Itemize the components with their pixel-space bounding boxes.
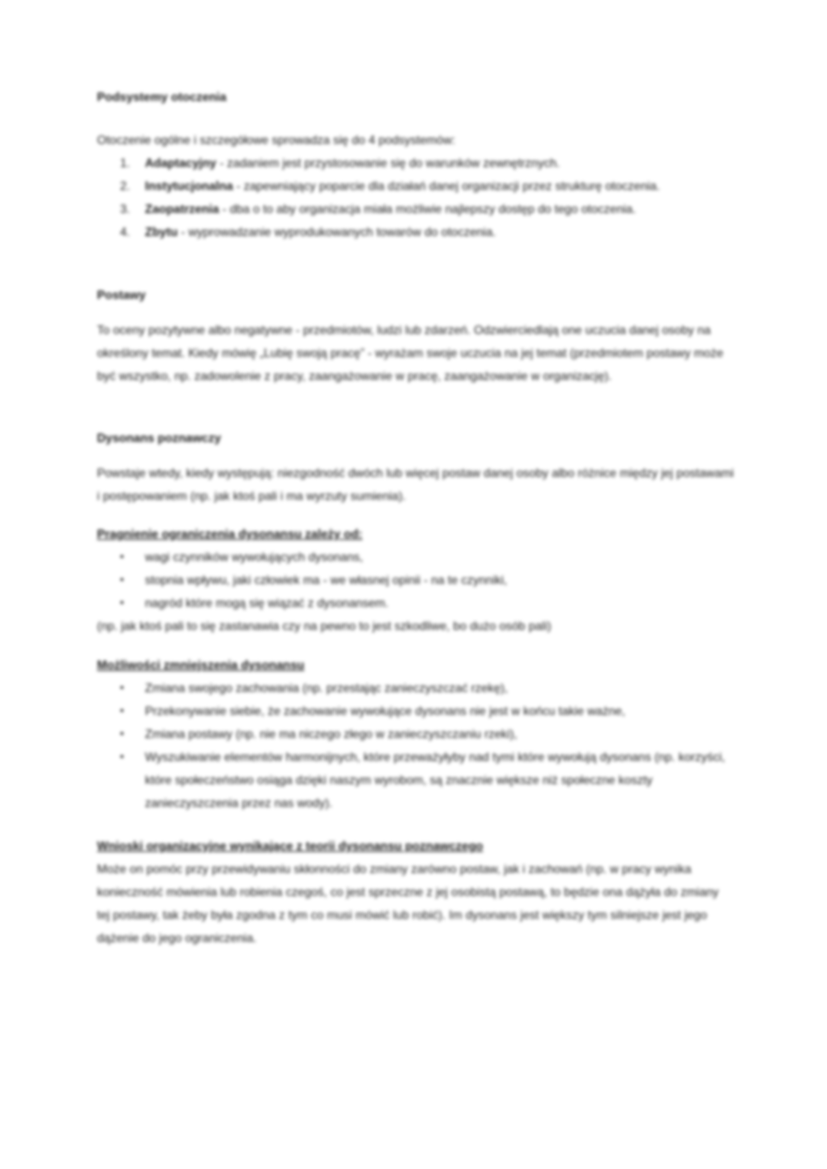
mozliwosci-bullet-list (97, 677, 734, 815)
list-number: 3. (120, 202, 131, 216)
list-text: Zmiana swojego zachowania (np. przestając zanieczyszczać rzekę), (145, 681, 508, 695)
list-text: Przekonywanie siebie, że zachowanie wywołujące dysonans nie jest w końcu takie ważne, (145, 704, 626, 718)
list-item (97, 175, 734, 198)
bullet-marker: • (120, 682, 124, 694)
list-text: Zmiana postawy (np. nie ma niczego złego w zanieczyszczaniu rzeki), (145, 727, 518, 741)
list-number: 4. (120, 225, 131, 239)
list-text: - zapewniający poparcie dla działań danej organizacji przez strukturę otoczenia. (236, 179, 660, 193)
list-item (97, 592, 734, 615)
list-text: stopnia wpływu, jaki człowiek ma - we własnej opinii - na te czynniki, (145, 573, 508, 587)
s1-numbered-list (97, 152, 734, 244)
list-text: - wyprowadzanie wyprodukowanych towarów do otoczenia. (181, 225, 496, 239)
pragnienie-bullet-list (97, 546, 734, 615)
list-number: 2. (120, 179, 131, 193)
list-text: Wyszukiwanie elementów harmonijnych, które przeważyłyby nad tymi które wywołują dysonans (np. korzyści, które społeczeństwo osiąga dzięki naszym wyrobom, są znacznie większe niż społeczne koszty zanieczyszczenia przez nas wody). (145, 750, 726, 810)
document-content (97, 86, 734, 950)
postawy-paragraph: To oceny pozytywne albo negatywne - przedmiotów, ludzi lub zdarzeń. Odzwierciedlają one uczucia danej osoby na określony temat. Kiedy mówię „Lubię swoją pracę” - wyrażam swoje uczucia na jej temat (przedmiotem postawy może być wszystko, np. zadowolenie z pracy, zaangażowanie w pracę, zaangażowanie w organizację). (97, 323, 724, 383)
s1-intro-paragraph: Otoczenie ogólne i szczegółowe sprowadza się do 4 podsystemów: (97, 133, 456, 147)
list-item (97, 700, 734, 723)
list-item (97, 221, 734, 244)
list-item (97, 198, 734, 221)
bullet-marker: • (120, 705, 124, 717)
list-term: Zaopatrzenia (145, 202, 220, 216)
bullet-marker: • (120, 597, 124, 609)
list-item (97, 152, 734, 175)
bullet-marker: • (120, 551, 124, 563)
heading-wnioski-organizacyjne: Wnioski organizacyjne wynikające z teorii dysonansu poznawczego (97, 839, 484, 853)
pragnienie-note: (np. jak ktoś pali to się zastanawia czy na pewno to jest szkodliwe, bo dużo osób pali) (97, 619, 552, 633)
list-text: - dba o to aby organizacja miała możliwie najlepszy dostęp do tego otoczenia. (222, 202, 636, 216)
list-text: wagi czynników wywołujących dysonans, (145, 550, 364, 564)
list-term: Zbytu (145, 225, 178, 239)
bullet-marker: • (120, 751, 124, 763)
list-item (97, 546, 734, 569)
list-text: nagród które mogą się wiązać z dysonansem. (145, 596, 389, 610)
list-term: Instytucjonalna (145, 179, 234, 193)
list-item (97, 677, 734, 700)
list-text: - zadaniem jest przystosowanie się do warunków zewnętrznych. (219, 156, 560, 170)
wnioski-paragraph: Może on pomóc przy przewidywaniu skłonności do zmiany zarówno postaw, jak i zachowań (np. w pracy wynika konieczność mówienia lub robienia czegoś, co jest sprzeczne z jej osobistą postawą, to będzie ona dążyła do zmiany tej postawy, tak żeby była zgodna z tym co musi mówić lub robić). Im dysonans jest większy tym silniejsze jest jego dążenie do jego ograniczenia. (97, 862, 719, 945)
bullet-marker: • (120, 728, 124, 740)
heading-podsystemy-otoczenia: Podsystemy otoczenia (97, 90, 227, 104)
heading-dysonans-poznawczy: Dysonans poznawczy (97, 431, 222, 445)
list-item (97, 569, 734, 592)
list-item (97, 746, 734, 815)
dysonans-paragraph: Powstaje wtedy, kiedy występują: niezgodność dwóch lub więcej postaw danej osoby albo różnice między jej postawami i postępowaniem (np. jak ktoś pali i ma wyrzuty sumienia). (97, 466, 734, 503)
heading-mozliwosci-zmniejszenia: Możliwości zmniejszenia dysonansu (97, 658, 305, 672)
heading-pragnienie-ograniczenia: Pragnienie ograniczenia dysonansu zależy od: (97, 527, 363, 541)
list-number: 1. (120, 156, 131, 170)
heading-postawy: Postawy (97, 288, 146, 302)
list-item (97, 723, 734, 746)
list-term: Adaptacyjny (145, 156, 217, 170)
bullet-marker: • (120, 574, 124, 586)
